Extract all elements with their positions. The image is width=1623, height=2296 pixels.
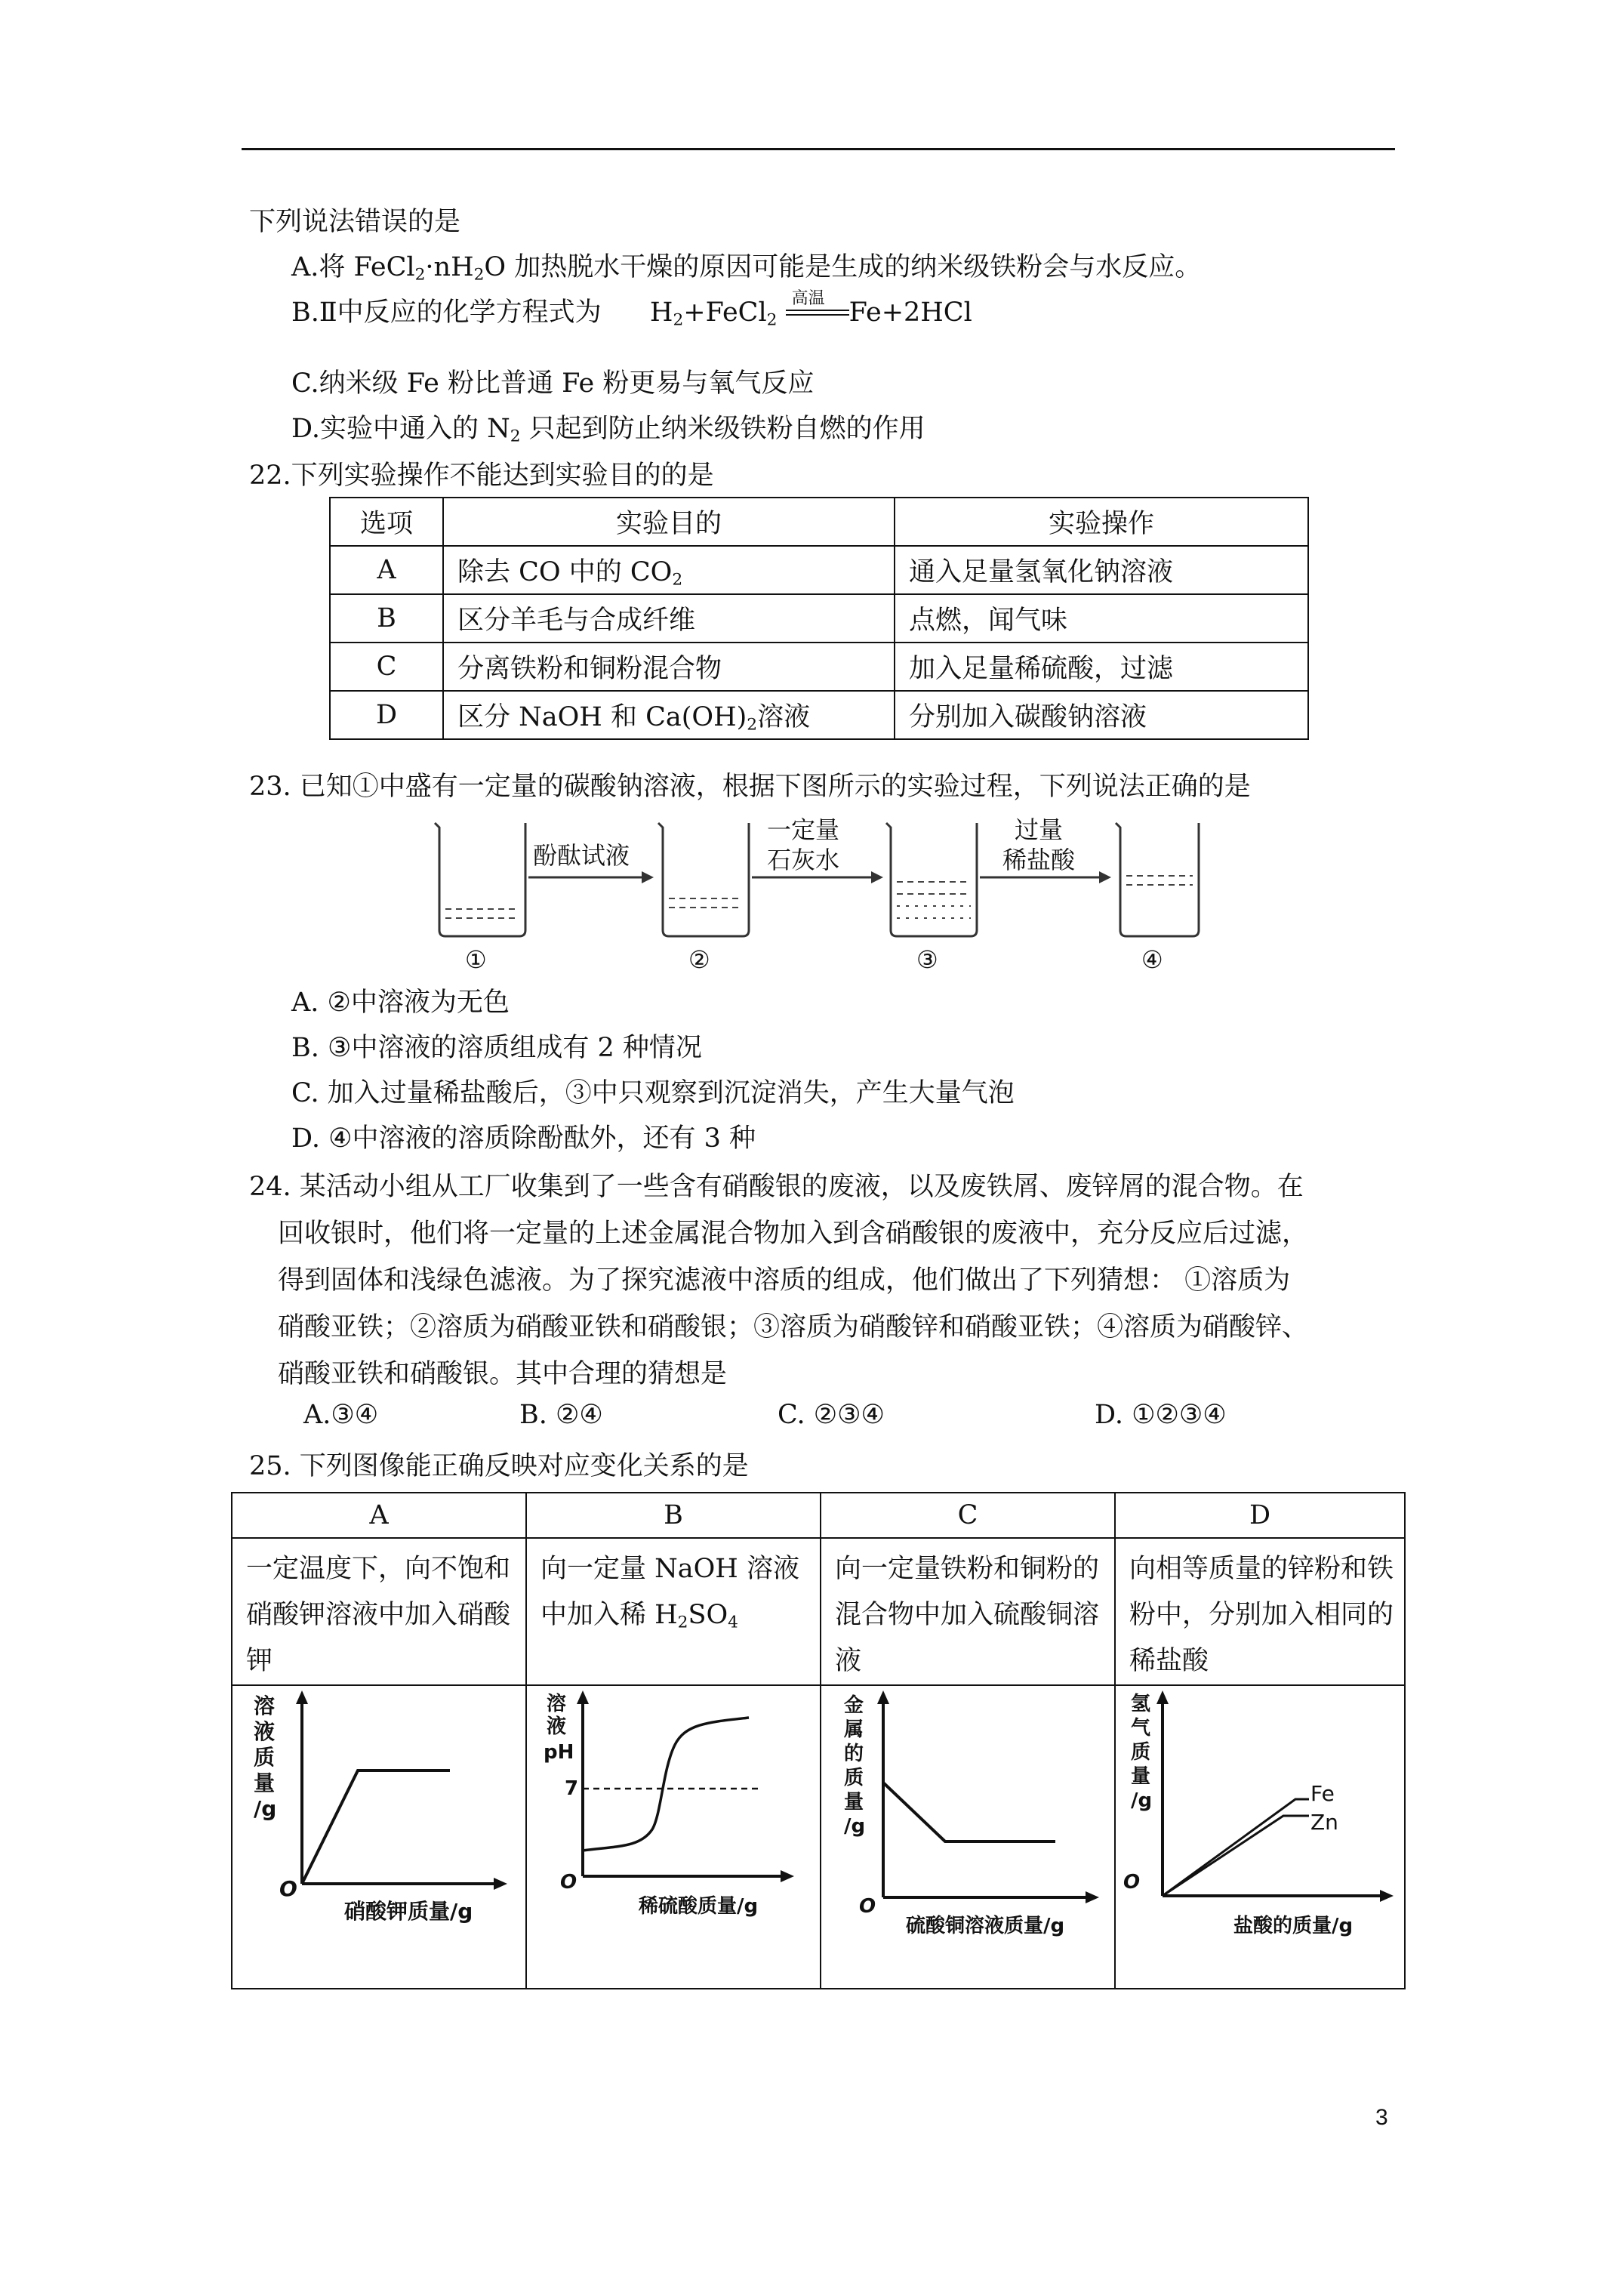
graph-c xyxy=(821,1686,1114,1988)
table-row xyxy=(330,594,1308,643)
svg-text:量: 量 xyxy=(1131,1765,1151,1788)
table-cell: 向一定量 NaOH 溶液中加入稀 $H_2SO_4$ xyxy=(526,1538,821,1685)
svg-text:的: 的 xyxy=(844,1743,864,1765)
svg-text:氢: 氢 xyxy=(1131,1693,1151,1715)
table-cell: 向相等质量的锌粉和铁粉中，分别加入相同的稀盐酸 xyxy=(1115,1538,1405,1685)
table-cell: D xyxy=(330,691,443,739)
svg-text:质: 质 xyxy=(1131,1741,1151,1764)
table-row xyxy=(330,546,1308,594)
table-header-row xyxy=(232,1493,1405,1538)
table-cell xyxy=(1115,1685,1405,1989)
table-header-row xyxy=(330,498,1308,546)
q21-option-b: B.Ⅱ中反应的化学方程式为 $H_2+FeCl_2$ 高温 Fe+2HCl xyxy=(291,291,972,329)
table-cell: 加入足量稀硫酸，过滤 xyxy=(895,643,1308,691)
q24-line: 得到固体和浅绿色滤液。为了探究滤液中溶质的组成，他们做出了下列猜想： ①溶质为 xyxy=(278,1265,1291,1296)
svg-text:O: O xyxy=(1123,1871,1141,1894)
beaker-label: ③ xyxy=(916,945,938,974)
table-cell: 一定温度下，向不饱和硝酸钾溶液中加入硝酸钾 xyxy=(232,1538,526,1685)
q23-option-d: D. ④中溶液的溶质除酚酞外，还有 3 种 xyxy=(291,1123,756,1154)
table-cell: 分离铁粉和铜粉混合物 xyxy=(443,643,895,691)
table-cell: 区分羊毛与合成纤维 xyxy=(443,594,895,643)
arrow-label: 过量 xyxy=(1015,815,1064,844)
q24-option-c: C. ②③④ xyxy=(778,1400,885,1430)
legend-fe: Fe xyxy=(1310,1781,1335,1806)
q24-line: 硝酸亚铁；②溶质为硝酸亚铁和硝酸银；③溶质为硝酸锌和硝酸亚铁；④溶质为硝酸锌、 xyxy=(278,1312,1309,1342)
page-number: 3 xyxy=(1375,2105,1388,2130)
svg-text:硫酸铜溶液质量/g: 硫酸铜溶液质量/g xyxy=(906,1915,1065,1937)
q22-table xyxy=(329,497,1309,740)
table-cell: 分别加入碳酸钠溶液 xyxy=(895,691,1308,739)
table-header: 实验操作 xyxy=(895,498,1308,546)
arrow-label: 石灰水 xyxy=(767,846,840,874)
table-header: A xyxy=(232,1493,526,1538)
q21-option-a: A.将 $FeCl_2\cdot nH_2O$ 加热脱水干燥的原因可能是生成的纳米级铁粉会与水反应。 xyxy=(291,252,1202,285)
q23-stem: 23. 已知①中盛有一定量的碳酸钠溶液，根据下图所示的实验过程，下列说法正确的是 xyxy=(249,772,1251,802)
table-header: B xyxy=(526,1493,821,1538)
table-cell xyxy=(821,1685,1115,1989)
table-cell xyxy=(526,1685,821,1989)
q22-stem: 22.下列实验操作不能达到实验目的的是 xyxy=(249,461,714,491)
beaker-label: ② xyxy=(688,945,710,974)
q25-stem: 25. 下列图像能正确反映对应变化关系的是 xyxy=(249,1451,749,1481)
svg-text:量: 量 xyxy=(844,1791,864,1814)
beaker-icon xyxy=(1116,823,1199,936)
experiment-diagram xyxy=(423,809,1208,975)
svg-text:O: O xyxy=(279,1876,297,1901)
q24-option-a: A.③④ xyxy=(303,1400,379,1430)
svg-text:pH: pH xyxy=(544,1741,574,1764)
table-cell xyxy=(232,1685,526,1989)
q21-option-c: C.纳米级 Fe 粉比普通 Fe 粉更易与氧气反应 xyxy=(291,368,815,399)
beaker-icon xyxy=(886,823,977,936)
svg-text:气: 气 xyxy=(1131,1717,1151,1740)
table-cell: 区分 NaOH 和 $Ca(OH)_2$溶液 xyxy=(443,691,895,739)
q23-option-c: C. 加入过量稀盐酸后，③中只观察到沉淀消失，产生大量气泡 xyxy=(291,1078,1015,1108)
table-row xyxy=(330,643,1308,691)
q24-line: 回收银时，他们将一定量的上述金属混合物加入到含硝酸银的废液中，充分反应后过滤， xyxy=(278,1219,1309,1249)
header-rule xyxy=(242,148,1395,150)
svg-text:7: 7 xyxy=(565,1777,579,1800)
graph-d xyxy=(1116,1686,1409,1988)
q24-option-b: B. ②④ xyxy=(519,1400,603,1430)
beaker-icon xyxy=(435,823,525,936)
svg-text:液: 液 xyxy=(547,1715,567,1738)
svg-text:盐酸的质量/g: 盐酸的质量/g xyxy=(1233,1915,1354,1937)
table-header: C xyxy=(821,1493,1115,1538)
q21-stem: 下列说法错误的是 xyxy=(249,207,461,237)
table-cell: 向一定量铁粉和铜粉的混合物中加入硫酸铜溶液 xyxy=(821,1538,1115,1685)
q23-option-a: A. ②中溶液为无色 xyxy=(291,988,510,1018)
table-header: 选项 xyxy=(330,498,443,546)
table-cell: B xyxy=(330,594,443,643)
svg-text:硝酸钾质量/g: 硝酸钾质量/g xyxy=(344,1899,473,1924)
svg-text:质: 质 xyxy=(254,1745,276,1770)
arrow-label: 一定量 xyxy=(767,815,840,844)
graph-b xyxy=(527,1686,820,1988)
table-cell: 点燃，闻气味 xyxy=(895,594,1308,643)
table-row xyxy=(232,1685,1405,1989)
q24-option-d: D. ①②③④ xyxy=(1095,1400,1227,1430)
beaker-icon xyxy=(658,823,749,936)
table-row xyxy=(232,1538,1405,1685)
svg-text:属: 属 xyxy=(844,1718,864,1741)
svg-text:/g: /g xyxy=(254,1796,277,1821)
svg-text:O: O xyxy=(560,1871,577,1894)
beaker-label: ① xyxy=(465,945,487,974)
svg-text:金: 金 xyxy=(844,1694,864,1717)
q21-option-d: D.实验中通入的 $N_2$ 只起到防止纳米级铁粉自燃的作用 xyxy=(291,414,925,446)
svg-text:O: O xyxy=(859,1895,876,1918)
svg-text:质: 质 xyxy=(844,1767,864,1789)
arrow-label: 酚酞试液 xyxy=(533,841,630,870)
svg-text:/g: /g xyxy=(844,1815,866,1838)
graph-a xyxy=(233,1686,525,1988)
table-header: D xyxy=(1115,1493,1405,1538)
table-cell: A xyxy=(330,546,443,594)
svg-text:量: 量 xyxy=(254,1771,276,1795)
table-cell: 除去 CO 中的 $CO_2$ xyxy=(443,546,895,594)
table-row xyxy=(330,691,1308,739)
legend-zn: Zn xyxy=(1310,1810,1338,1835)
reaction-condition: 高温 xyxy=(791,288,825,308)
arrow-label: 稀盐酸 xyxy=(1002,846,1076,874)
table-cell: 通入足量氢氧化钠溶液 xyxy=(895,546,1308,594)
svg-text:/g: /g xyxy=(1131,1789,1153,1812)
table-cell: C xyxy=(330,643,443,691)
q24-line: 硝酸亚铁和硝酸银。其中合理的猜想是 xyxy=(278,1359,728,1389)
svg-text:稀硫酸质量/g: 稀硫酸质量/g xyxy=(639,1895,759,1918)
table-header: 实验目的 xyxy=(443,498,895,546)
svg-text:溶: 溶 xyxy=(547,1693,567,1715)
svg-text:液: 液 xyxy=(254,1719,276,1744)
q23-option-b: B. ③中溶液的溶质组成有 2 种情况 xyxy=(291,1033,702,1063)
beaker-label: ④ xyxy=(1141,945,1163,974)
q24-line: 24. 某活动小组从工厂收集到了一些含有硝酸银的废液，以及废铁屑、废锌屑的混合物。在 xyxy=(249,1172,1304,1202)
svg-text:溶: 溶 xyxy=(254,1693,276,1718)
q21-equation: $H_2+FeCl_2$ 高温 Fe+2HCl xyxy=(650,297,972,328)
q25-table xyxy=(231,1492,1406,1989)
